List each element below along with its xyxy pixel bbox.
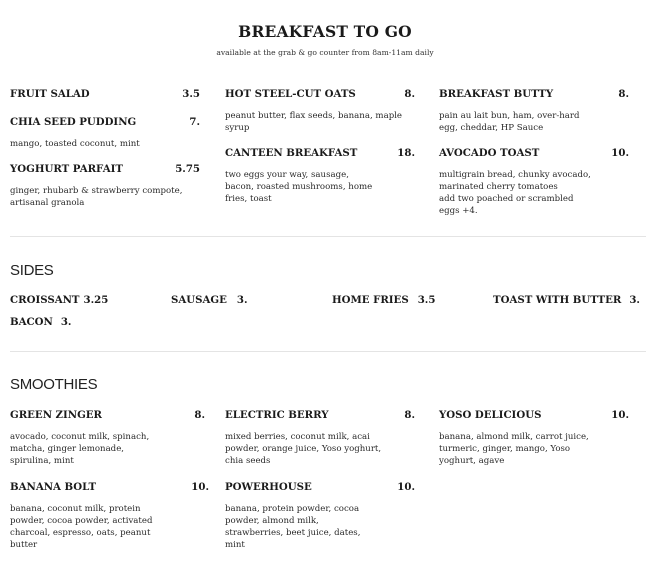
menu-item-breakfast-butty	[439, 88, 629, 134]
item-description: banana, protein powder, cocoa powder, almond milk, strawberries, beet juice, dates, mint	[225, 504, 361, 550]
item-name: BREAKFAST BUTTY	[439, 88, 554, 100]
side-price: 3.25	[83, 294, 109, 306]
item-price: 8.	[404, 409, 415, 421]
side-price: 3.	[60, 316, 72, 328]
item-description: avocado, coconut milk, spinach, matcha, ginger lemonade, spirulina, mint	[10, 432, 150, 466]
item-price: 10.	[611, 147, 629, 159]
item-addon: add two poached or scrambled eggs +4.	[439, 194, 574, 216]
page-subtitle: available at the grab & go counter from 8am-11am daily	[216, 48, 434, 57]
section-heading-smoothies: SMOOTHIES	[10, 376, 98, 393]
menu-item-electric-berry	[225, 409, 415, 467]
side-item-toast-with-butter	[493, 294, 640, 306]
item-price: 8.	[404, 88, 415, 100]
item-price: 18.	[397, 147, 415, 159]
side-item-bacon	[10, 316, 71, 328]
item-description: banana, coconut milk, protein powder, cocoa powder, activated charcoal, espresso, oats, peanut butter	[10, 504, 153, 550]
item-price: 10.	[611, 409, 629, 421]
side-price: 3.5	[417, 294, 436, 306]
side-name: SAUSAGE	[171, 294, 227, 306]
item-name: BANANA BOLT	[10, 481, 97, 493]
item-name: FRUIT SALAD	[10, 88, 90, 100]
menu-item-fruit-salad	[10, 88, 200, 102]
menu-item-banana-bolt	[10, 481, 209, 551]
section-divider	[10, 351, 646, 352]
item-price: 10.	[191, 481, 209, 493]
menu-item-powerhouse	[225, 481, 415, 551]
item-description: two eggs your way, sausage, bacon, roasted mushrooms, home fries, toast	[225, 170, 373, 204]
item-description: banana, almond milk, carrot juice, turmeric, ginger, mango, Yoso yoghurt, agave	[439, 432, 589, 466]
item-name: GREEN ZINGER	[10, 409, 103, 421]
item-description: mixed berries, coconut milk, acai powder, orange juice, Yoso yoghurt, chia seeds	[225, 432, 382, 466]
side-name: HOME FRIES	[332, 294, 409, 306]
section-heading-sides: SIDES	[10, 262, 54, 279]
item-name: AVOCADO TOAST	[439, 147, 540, 159]
item-description: ginger, rhubarb & strawberry compote, artisanal granola	[10, 186, 183, 208]
side-item-sausage	[171, 294, 248, 306]
item-name: ELECTRIC BERRY	[225, 409, 329, 421]
side-price: 3.	[629, 294, 640, 306]
item-price: 8.	[194, 409, 205, 421]
side-name: TOAST WITH BUTTER	[493, 294, 622, 306]
item-name: CANTEEN BREAKFAST	[225, 147, 358, 159]
item-name: HOT STEEL-CUT OATS	[225, 88, 356, 100]
item-price: 3.5	[182, 88, 200, 100]
menu-item-avocado-toast	[439, 147, 629, 217]
side-name: CROISSANT	[10, 294, 80, 306]
item-name: YOGHURT PARFAIT	[10, 163, 123, 175]
side-price: 3.	[236, 294, 248, 306]
menu-item-canteen-breakfast	[225, 147, 415, 205]
item-name: POWERHOUSE	[225, 481, 312, 493]
menu-item-hot-steel-cut-oats	[225, 88, 415, 134]
menu-item-green-zinger	[10, 409, 205, 467]
item-name: YOSO DELICIOUS	[439, 409, 542, 421]
menu-item-yoso-delicious	[439, 409, 629, 467]
item-name: CHIA SEED PUDDING	[10, 116, 137, 128]
menu-item-chia-seed-pudding	[10, 116, 200, 150]
item-price: 7.	[189, 116, 200, 128]
section-divider	[10, 236, 646, 237]
menu-item-yoghurt-parfait	[10, 163, 200, 209]
item-price: 5.75	[175, 163, 200, 175]
item-price: 8.	[618, 88, 629, 100]
side-item-home-fries	[332, 294, 435, 306]
item-description: multigrain bread, chunky avocado, marinated cherry tomatoes	[439, 170, 591, 192]
item-price: 10.	[397, 481, 415, 493]
page-title: BREAKFAST TO GO	[238, 22, 412, 41]
item-description: pain au lait bun, ham, over-hard egg, cheddar, HP Sauce	[439, 111, 580, 133]
item-description: mango, toasted coconut, mint	[10, 139, 140, 149]
side-item-croissant	[10, 294, 108, 306]
side-name: BACON	[10, 316, 53, 328]
item-description: peanut butter, flax seeds, banana, maple syrup	[225, 111, 403, 133]
